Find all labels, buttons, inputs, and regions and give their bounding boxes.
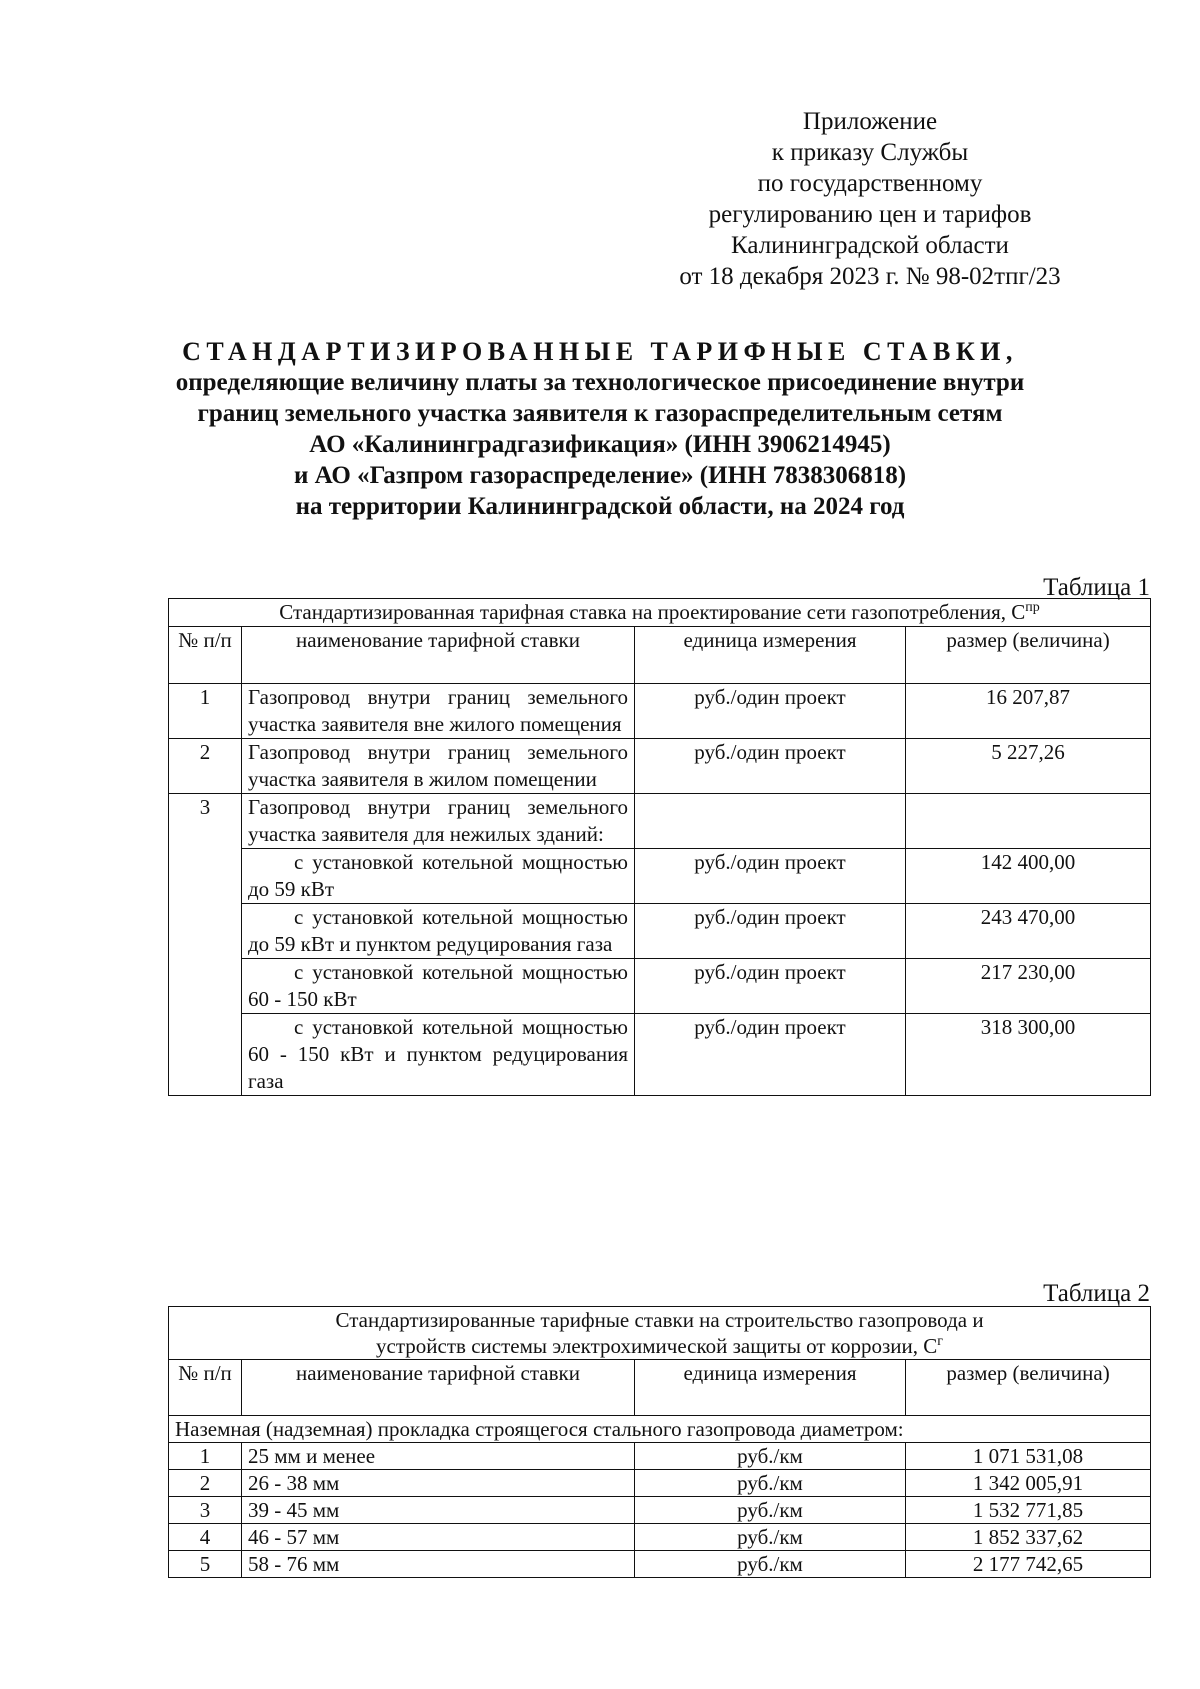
row-unit: руб./км [635, 1524, 906, 1551]
row-num: 1 [169, 1443, 242, 1470]
row-num: 3 [169, 1497, 242, 1524]
row-num: 2 [169, 1470, 242, 1497]
subrow-unit: руб./один проект [635, 959, 906, 1014]
row-value: 2 177 742,65 [906, 1551, 1151, 1578]
subrow-name: с установкой котельной мощностью 60 - 150 кВт [242, 959, 635, 1014]
table1-caption-row [169, 599, 1151, 627]
subrow-unit: руб./один проект [635, 849, 906, 904]
title-line: и АО «Газпром газораспределение» (ИНН 7838306818) [293, 462, 907, 489]
header-unit: единица измерения [635, 627, 906, 684]
appendix-line: регулированию цен и тарифов [708, 201, 1032, 228]
header-name: наименование тарифной ставки [242, 1360, 635, 1416]
row-value: 1 532 771,85 [906, 1497, 1151, 1524]
row-num: 1 [169, 684, 242, 739]
header-name: наименование тарифной ставки [242, 627, 635, 684]
title-line: границ земельного участка заявителя к газораспределительным сетям [197, 400, 1003, 427]
row-unit: руб./км [635, 1470, 906, 1497]
row-value: 16 207,87 [906, 684, 1151, 739]
table2-caption-row [169, 1307, 1151, 1360]
table-row [169, 1524, 1151, 1551]
table2-section-row [169, 1416, 1151, 1443]
title-main: СТАНДАРТИЗИРОВАННЫЕ ТАРИФНЫЕ СТАВКИ, [182, 337, 1018, 366]
appendix-block [660, 106, 1080, 292]
row-name: 25 мм и менее [242, 1443, 635, 1470]
appendix-line: Калининградской области [731, 232, 1009, 259]
row-unit: руб./км [635, 1497, 906, 1524]
row-value [906, 794, 1151, 849]
row-name: 26 - 38 мм [242, 1470, 635, 1497]
title-line: определяющие величину платы за технологическое присоединение внутри [175, 369, 1025, 396]
row-unit [635, 794, 906, 849]
document-title [150, 336, 1050, 522]
row-unit: руб./км [635, 1443, 906, 1470]
table1-header-row [169, 627, 1151, 684]
table2-header-row [169, 1360, 1151, 1416]
title-line: АО «Калининградгазификация» (ИНН 3906214945) [309, 431, 891, 458]
header-unit: единица измерения [635, 1360, 906, 1416]
row-value: 5 227,26 [906, 739, 1151, 794]
subrow-name: с установкой котельной мощностью 60 - 150 кВт и пунктом редуцирования газа [242, 1014, 635, 1096]
table2-caption: Стандартизированные тарифные ставки на строительство газопровода и устройств системы электрохимической защиты от коррозии, $С^г$ [169, 1307, 1151, 1360]
row-name: 39 - 45 мм [242, 1497, 635, 1524]
table-row [169, 1551, 1151, 1578]
row-name: 46 - 57 мм [242, 1524, 635, 1551]
table1-caption: Стандартизированная тарифная ставка на проектирование сети газопотребления, $С^{пр}$ [169, 599, 1151, 627]
row-name: 58 - 76 мм [242, 1551, 635, 1578]
header-num: № п/п [169, 627, 242, 684]
subrow-unit: руб./один проект [635, 904, 906, 959]
row-unit: руб./км [635, 1551, 906, 1578]
title-line: на территории Калининградской области, на 2024 год [295, 493, 905, 520]
subrow-unit: руб./один проект [635, 1014, 906, 1096]
row-name: Газопровод внутри границ земельного участка заявителя для нежилых зданий: [242, 794, 635, 849]
header-num: № п/п [169, 1360, 242, 1416]
row-unit: руб./один проект [635, 739, 906, 794]
table-subrow [169, 849, 1151, 904]
table-row [169, 1443, 1151, 1470]
header-value: размер (величина) [906, 1360, 1151, 1416]
subrow-value: 318 300,00 [906, 1014, 1151, 1096]
appendix-line: Приложение [802, 108, 938, 135]
header-value: размер (величина) [906, 627, 1151, 684]
subrow-name: с установкой котельной мощностью до 59 кВт и пунктом редуцирования газа [242, 904, 635, 959]
appendix-line: к приказу Службы [771, 139, 969, 166]
appendix-line: по государственному [757, 170, 983, 197]
table1-label: Таблица 1 [1043, 574, 1150, 601]
section-label: Наземная (надземная) прокладка строящегося стального газопровода диаметром: [169, 1416, 1151, 1443]
row-num: 2 [169, 739, 242, 794]
subrow-value: 243 470,00 [906, 904, 1151, 959]
row-unit: руб./один проект [635, 684, 906, 739]
table-row [169, 1497, 1151, 1524]
row-num: 3 [169, 794, 242, 1096]
row-value: 1 071 531,08 [906, 1443, 1151, 1470]
subrow-value: 217 230,00 [906, 959, 1151, 1014]
table-row [169, 1470, 1151, 1497]
subrow-name: с установкой котельной мощностью до 59 кВт [242, 849, 635, 904]
table-subrow [169, 1014, 1151, 1096]
table-row [169, 739, 1151, 794]
subrow-value: 142 400,00 [906, 849, 1151, 904]
row-num: 5 [169, 1551, 242, 1578]
row-num: 4 [169, 1524, 242, 1551]
row-name: Газопровод внутри границ земельного участка заявителя в жилом помещении [242, 739, 635, 794]
table-row [169, 684, 1151, 739]
table2 [168, 1306, 1151, 1578]
row-name: Газопровод внутри границ земельного участка заявителя вне жилого помещения [242, 684, 635, 739]
appendix-line: от 18 декабря 2023 г. № 98-02тпг/23 [679, 263, 1061, 290]
table-subrow [169, 904, 1151, 959]
row-value: 1 852 337,62 [906, 1524, 1151, 1551]
table-row [169, 794, 1151, 849]
table1 [168, 598, 1151, 1096]
row-value: 1 342 005,91 [906, 1470, 1151, 1497]
table2-label: Таблица 2 [1043, 1280, 1150, 1307]
table-subrow [169, 959, 1151, 1014]
